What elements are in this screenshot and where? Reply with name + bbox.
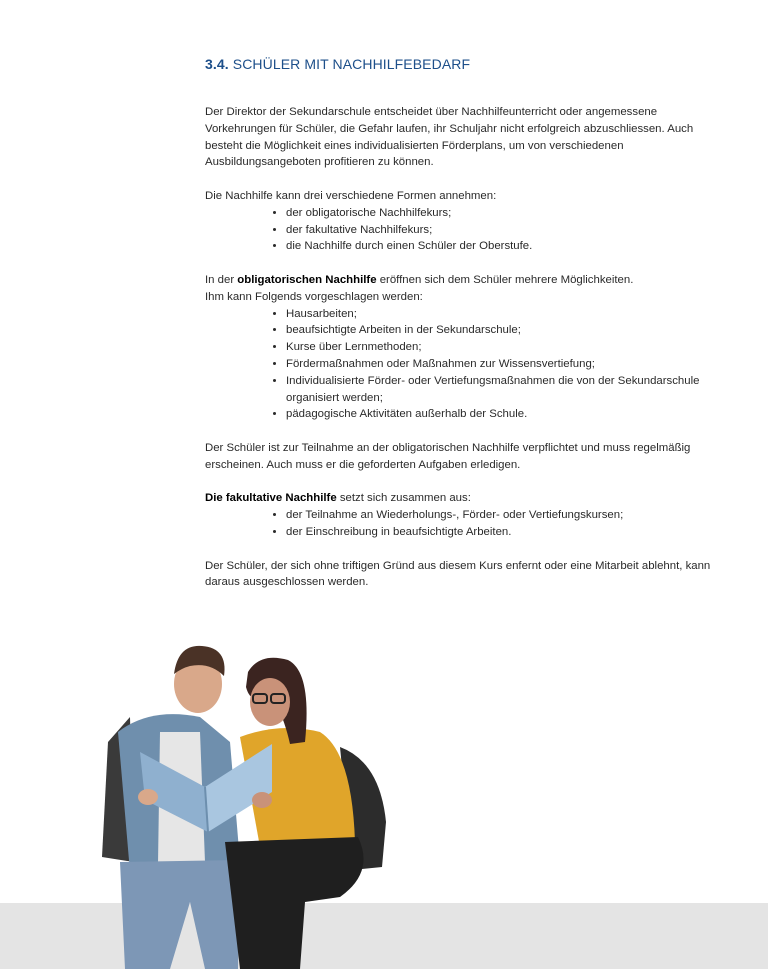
section-title: SCHÜLER MIT NACHHILFEBEDARF xyxy=(232,56,471,72)
section-number: 3.4. xyxy=(205,56,229,72)
list-item: • der obligatorische Nachhilfekurs; xyxy=(286,205,725,222)
list-item: • beaufsichtigte Arbeiten in der Sekundarschule; xyxy=(286,322,725,339)
paragraph-intro: Der Direktor der Sekundarschule entscheidet über Nachhilfeunterricht oder angemessene Vorkehrungen für Schüler, die Gefahr laufen, ihr Schuljahr nicht erfolgreich abzuschliessen. Auch besteht die Möglichkeit eines individualisierten Förderplans, um von verschiedenen Ausbildungsangeboten profitieren zu können. xyxy=(205,106,694,169)
options-list xyxy=(205,306,725,424)
bold-term: obligatorischen Nachhilfe xyxy=(237,273,377,286)
list-item: • Hausarbeiten; xyxy=(286,306,725,323)
paragraph-obligatory xyxy=(205,272,725,306)
list-item: • der Einschreibung in beaufsichtigte Arbeiten. xyxy=(286,524,725,541)
list-item: • die Nachhilfe durch einen Schüler der Oberstufe. xyxy=(286,238,725,255)
text-span: Ihm kann Folgends vorgeschlagen werden: xyxy=(205,290,423,303)
paragraph-attendance: Der Schüler ist zur Teilnahme an der obligatorischen Nachhilfe verpflichtet und muss regelmäßig erscheinen. Auch muss er die geforderten Aufgaben erledigen. xyxy=(205,441,691,471)
forms-list xyxy=(205,205,725,255)
optional-list xyxy=(205,507,725,541)
list-item: • der Teilnahme an Wiederholungs-, Förder- oder Vertiefungskursen; xyxy=(286,507,725,524)
list-item: • Kurse über Lernmethoden; xyxy=(286,339,725,356)
list-item: • der fakultative Nachhilfekurs; xyxy=(286,222,725,239)
list-item: • Fördermaßnahmen oder Maßnahmen zur Wissensvertiefung; xyxy=(286,356,725,373)
text-span: eröffnen sich dem Schüler mehrere Möglichkeiten. xyxy=(376,273,634,286)
section-heading xyxy=(205,56,470,72)
document-body xyxy=(205,104,725,608)
paragraph-optional xyxy=(205,490,725,507)
bold-term: Die fakultative Nachhilfe xyxy=(205,492,337,505)
paragraph-forms: Die Nachhilfe kann drei verschiedene Formen annehmen: xyxy=(205,189,497,202)
students-reading-illustration xyxy=(90,632,400,969)
paragraph-exclusion: Der Schüler, der sich ohne triftigen Gründ aus diesem Kurs enfernt oder eine Mitarbeit ablehnt, kann daraus ausgeschlossen werden. xyxy=(205,559,711,589)
text-span: In der xyxy=(205,273,238,286)
list-item: • Individualisierte Förder- oder Vertiefungsmaßnahmen die von der Sekundarschule organisiert werden; xyxy=(286,373,725,407)
text-span: setzt sich zusammen aus: xyxy=(336,492,471,505)
list-item: • pädagogische Aktivitäten außerhalb der Schule. xyxy=(286,406,725,423)
